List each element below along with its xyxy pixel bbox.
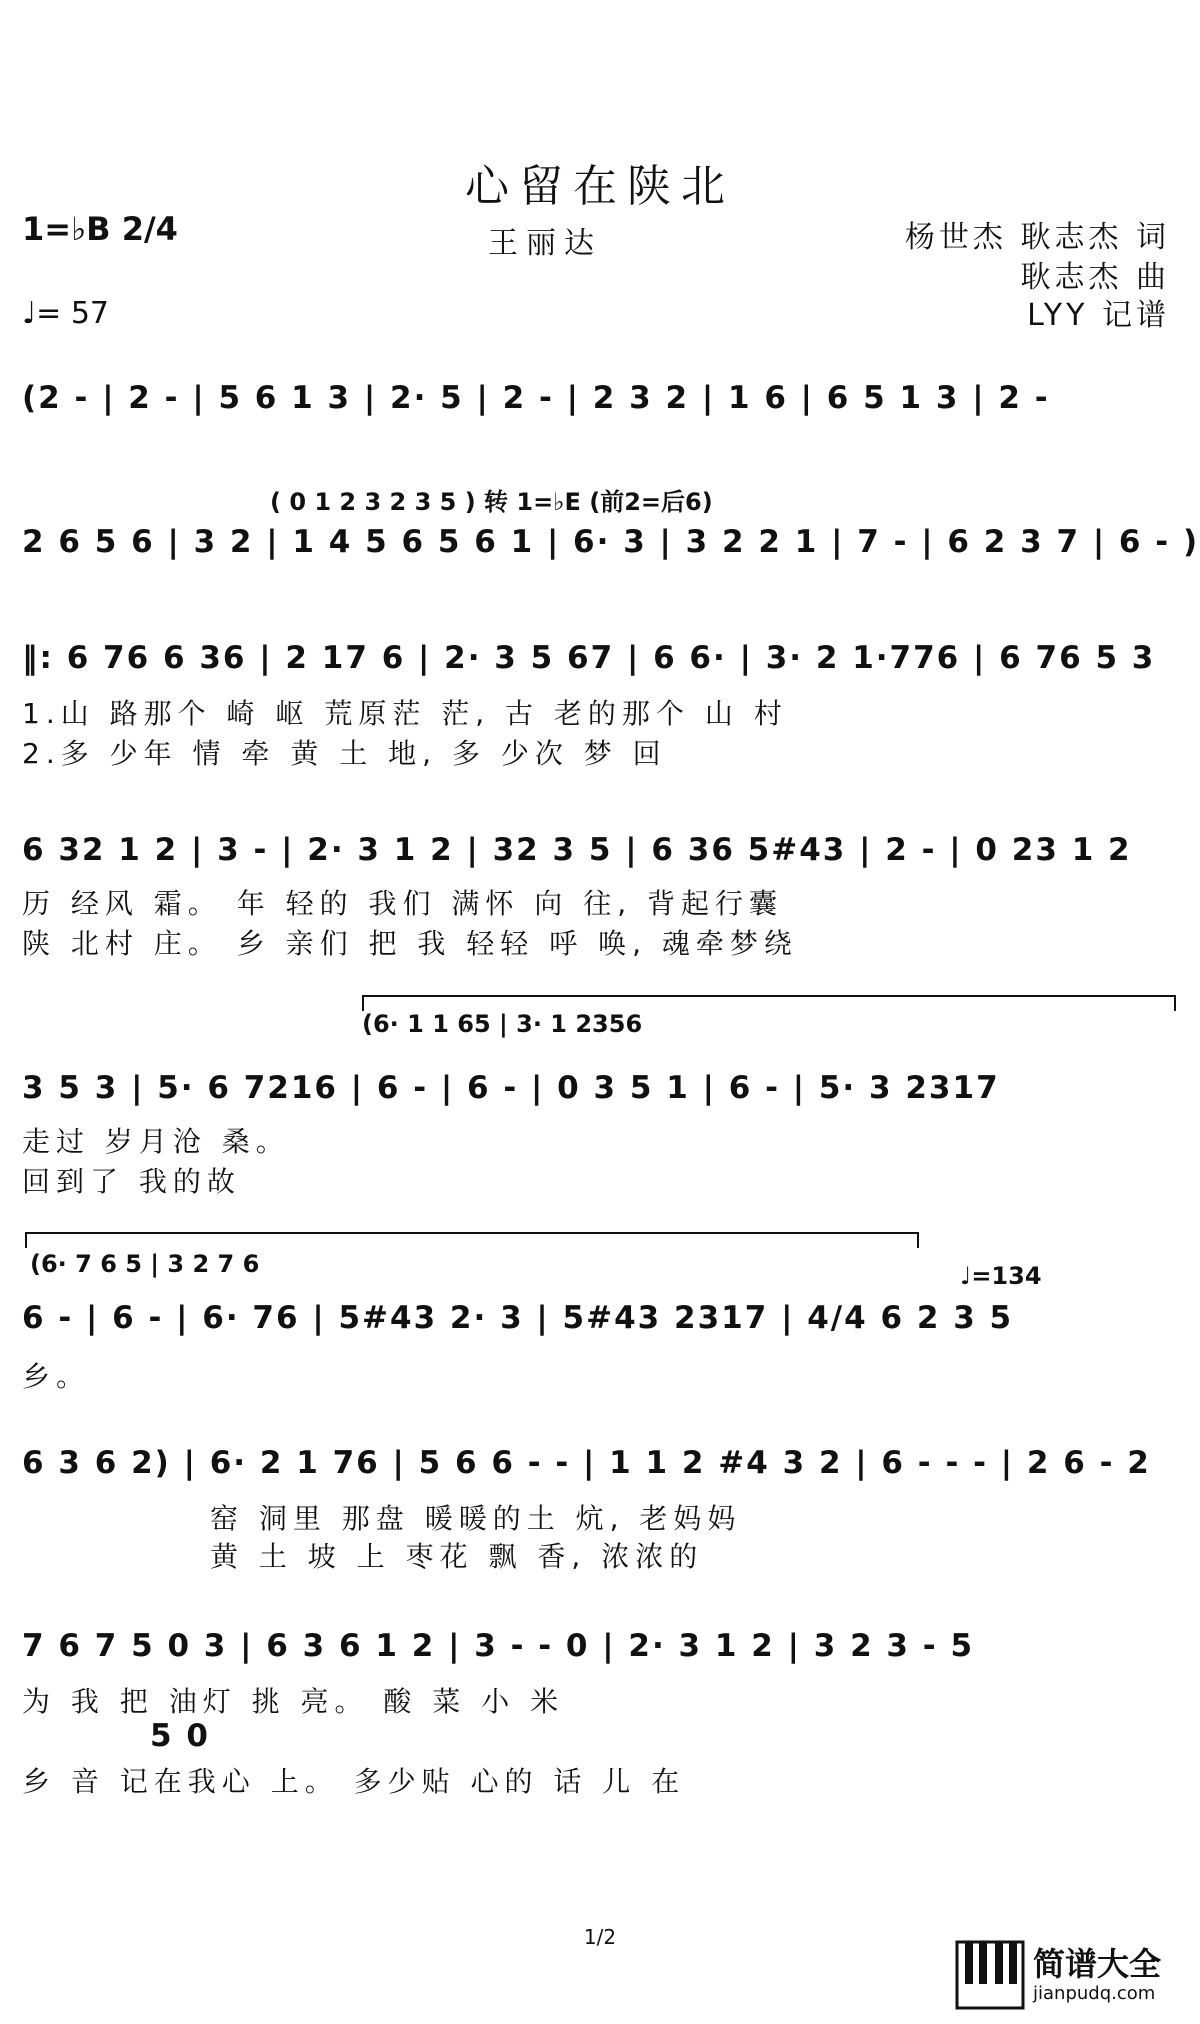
ending-bracket-2 (25, 1232, 919, 1248)
tempo-marking: ♩= 57 (22, 296, 109, 331)
music-line-5: 3 5 3 | 5· 6 7216 | 6 - | 6 - | 0 3 5 1 | 6 - | 5· 3 2317 (22, 1070, 1000, 1106)
music-line-6: 6 - | 6 - | 6· 76 | 5#43 2· 3 | 5#43 2317 | 4/4 6 2 3 5 (22, 1300, 1014, 1336)
key-signature: 1=♭B 2/4 (22, 210, 178, 248)
transcriber-credit: LYY 记谱 (1027, 298, 1170, 333)
lyric-line-6: 回到了 我的故 (22, 1165, 241, 1198)
page-title: 心留在陕北 (465, 161, 735, 212)
tempo-change: ♩=134 (960, 1262, 1042, 1290)
site-logo[interactable] (955, 1935, 1175, 2015)
music-line-1: (2 - | 2 - | 5 6 1 3 | 2· 5 | 2 - | 2 3 2 | 1 6 | 6 5 1 3 | 2 - (22, 380, 1050, 416)
logo-url: jianpudq.com (1033, 1983, 1156, 2004)
lyric-line-2: 2.多 少年 情 牵 黄 土 地, 多 少次 梦 回 (22, 737, 667, 770)
piano-keys-icon (955, 1940, 1025, 2010)
lyric-line-10: 为 我 把 油灯 挑 亮。 酸 菜 小 米 (22, 1685, 565, 1718)
composer-credit: 耿志杰 曲 (1020, 260, 1170, 295)
music-line-7: 6 3 6 2) | 6· 2 1 76 | 5 6 6 - - | 1 1 2 #4 3 2 | 6 - - - | 2 6 - 2 (22, 1445, 1151, 1481)
singer-name: 王丽达 (488, 226, 602, 261)
lyric-line-5: 走过 岁月沧 桑。 (22, 1125, 290, 1158)
music-line-8: 7 6 7 5 0 3 | 6 3 6 1 2 | 3 - - 0 | 2· 3 1 2 | 3 2 3 - 5 (22, 1628, 975, 1664)
lyric-line-4: 陕 北村 庄。 乡 亲们 把 我 轻轻 呼 唤, 魂牵梦绕 (22, 927, 798, 960)
lyric-line-8: 窑 洞里 那盘 暖暖的土 炕, 老妈妈 (210, 1502, 742, 1535)
music-line-4: 6 32 1 2 | 3 - | 2· 3 1 2 | 32 3 5 | 6 36 5#43 | 2 - | 0 23 1 2 (22, 832, 1132, 868)
small-note-1: ( 0 1 2 3 2 3 5 ) 转 1=♭E (前2=后6) (270, 488, 713, 516)
music-line-3: ‖: 6 76 6 36 | 2 17 6 | 2· 3 5 67 | 6 6· | 3· 2 1·776 | 6 76 5 3 (22, 640, 1156, 676)
music-line-2: 2 6 5 6 | 3 2 | 1 4 5 6 5 6 1 | 6· 3 | 3 2 2 1 | 7 - | 6 2 3 7 | 6 - ) (22, 524, 1200, 560)
alt-notes: 5 0 (150, 1718, 210, 1754)
lyricist-credit: 杨世杰 耿志杰 词 (904, 220, 1170, 255)
lyric-line-9: 黄 土 坡 上 枣花 飘 香, 浓浓的 (210, 1540, 704, 1573)
lyric-line-1: 1.山 路那个 崎 岖 荒原茫 茫, 古 老的那个 山 村 (22, 697, 788, 730)
logo-text: 简谱大全 (1033, 1945, 1162, 1983)
small-note-2: (6· 1 1 65 | 3· 1 2356 (362, 1010, 643, 1038)
lyric-line-7: 乡。 (22, 1360, 91, 1393)
small-note-3: (6· 7 6 5 | 3 2 7 6 (30, 1250, 260, 1278)
lyric-line-3: 历 经风 霜。 年 轻的 我们 满怀 向 往, 背起行囊 (22, 887, 784, 920)
page-number: 1/2 (583, 1925, 617, 1949)
ending-bracket-1 (362, 995, 1176, 1011)
lyric-line-11: 乡 音 记在我心 上。 多少贴 心的 话 儿 在 (22, 1765, 686, 1798)
